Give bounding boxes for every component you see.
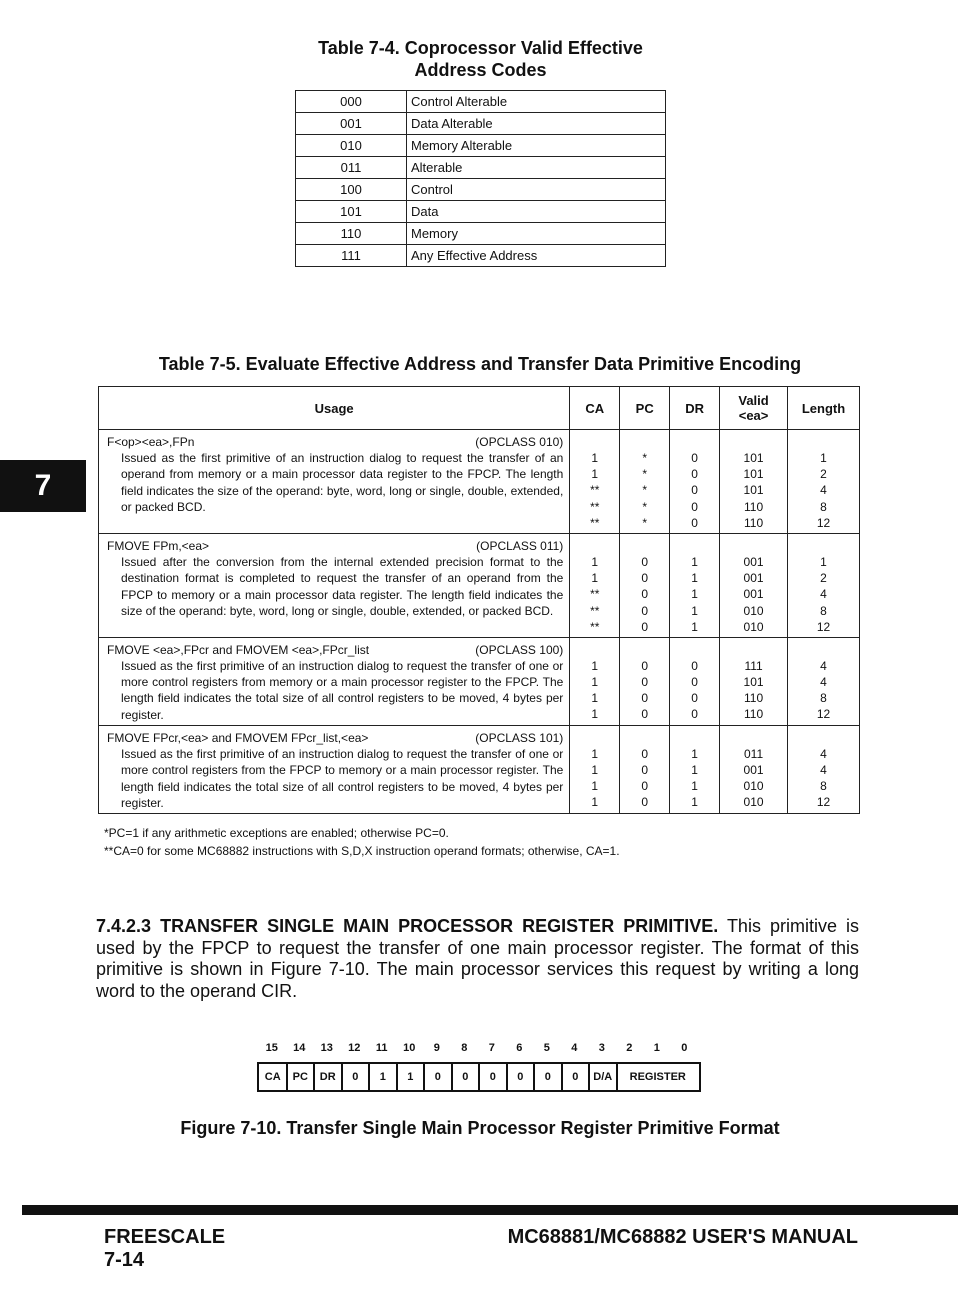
valid-values bbox=[720, 725, 788, 813]
footer-left bbox=[104, 1226, 225, 1272]
ca-values bbox=[570, 725, 620, 813]
ea-description: Memory Alterable bbox=[407, 135, 666, 157]
ea-code: 100 bbox=[296, 179, 407, 201]
header-length: Length bbox=[788, 387, 860, 430]
ca-value: ** bbox=[590, 499, 600, 514]
length-value: 8 bbox=[820, 779, 827, 794]
bit-number: 15 bbox=[265, 1042, 278, 1054]
ca-value: 1 bbox=[591, 571, 599, 586]
instruction-syntax: FMOVE <ea>,FPcr and FMOVEM <ea>,FPcr_list bbox=[107, 642, 370, 657]
dr-value: 1 bbox=[691, 746, 698, 761]
usage-cell bbox=[99, 430, 570, 534]
dr-value: 0 bbox=[691, 499, 698, 514]
section-body: This primitive is used by the FPCP to request the transfer of one main processor register. The format of this primitive is shown in Figure 7-10. The main processor services this request by writing a long word to the operand CIR. bbox=[96, 916, 859, 1001]
usage-description: Issued as the first primitive of an instruction dialog to request the transfer of an operand from memory or a main processor data register to the FPCP. The length field indicates the size of the operand: byte, word, long or single, double, extended, or packed BCD. bbox=[121, 451, 564, 514]
pc-value: * bbox=[642, 451, 648, 465]
pc-values bbox=[620, 533, 670, 637]
valid-value: 001 bbox=[743, 763, 764, 778]
length-value: 2 bbox=[820, 571, 827, 586]
valid-value: 101 bbox=[743, 467, 764, 482]
dr-values bbox=[670, 533, 720, 637]
table-row bbox=[296, 201, 666, 223]
valid-values bbox=[720, 533, 788, 637]
primitive-group-row bbox=[99, 725, 860, 813]
table-row bbox=[296, 223, 666, 245]
pc-value: * bbox=[642, 483, 648, 498]
register-field: 1 bbox=[379, 1071, 386, 1083]
dr-value: 0 bbox=[691, 451, 698, 465]
ea-code: 111 bbox=[296, 245, 407, 267]
bit-number: 14 bbox=[293, 1042, 306, 1054]
header-ca: CA bbox=[570, 387, 620, 430]
ca-value: 1 bbox=[591, 554, 599, 569]
ca-values bbox=[570, 637, 620, 725]
ca-value: 1 bbox=[591, 467, 599, 482]
pc-value: 0 bbox=[641, 619, 649, 634]
ca-value: ** bbox=[590, 483, 600, 498]
usage-description: Issued after the conversion from the internal extended precision format to the destination format is completed to request the transfer of an operand from the FPCP to memory or a main processor data register. The length field indicates the size of the operand: byte, word, long or single, double, extended, or packed BCD. bbox=[121, 555, 564, 618]
pc-value: 0 bbox=[641, 795, 649, 810]
figure-7-10-caption: Figure 7-10. Transfer Single Main Processor Register Primitive Format bbox=[180, 1118, 780, 1138]
valid-value: 110 bbox=[743, 691, 764, 706]
table-row bbox=[296, 113, 666, 135]
primitive-group-row bbox=[99, 637, 860, 725]
ca-value: 1 bbox=[591, 707, 599, 722]
chapter-tab: 7 bbox=[0, 460, 86, 512]
section-paragraph bbox=[96, 916, 859, 1002]
table-7-4-caption bbox=[295, 37, 666, 81]
ca-value: 1 bbox=[591, 763, 599, 778]
table-row bbox=[296, 91, 666, 113]
ca-value: ** bbox=[590, 587, 600, 602]
dr-value: 1 bbox=[691, 571, 698, 586]
pc-values bbox=[620, 725, 670, 813]
ca-value: 1 bbox=[591, 691, 599, 706]
pc-value: 0 bbox=[641, 554, 649, 569]
dr-value: 1 bbox=[691, 587, 698, 602]
pc-value: 0 bbox=[641, 691, 649, 706]
header-pc: PC bbox=[620, 387, 670, 430]
bit-number: 5 bbox=[543, 1042, 550, 1054]
ea-description: Control bbox=[407, 179, 666, 201]
table-row bbox=[296, 245, 666, 267]
ea-description: Memory bbox=[407, 223, 666, 245]
usage-heading bbox=[107, 434, 563, 450]
length-value: 4 bbox=[820, 746, 827, 761]
register-field: 0 bbox=[572, 1071, 579, 1083]
dr-value: 1 bbox=[691, 554, 698, 569]
ca-value: 1 bbox=[591, 779, 599, 794]
pc-value: 0 bbox=[641, 571, 649, 586]
valid-value: 010 bbox=[743, 795, 764, 810]
valid-value: 110 bbox=[743, 499, 764, 514]
ca-values bbox=[570, 533, 620, 637]
pc-value: 0 bbox=[641, 779, 649, 794]
ca-value: 1 bbox=[591, 746, 599, 761]
valid-value: 111 bbox=[744, 658, 763, 673]
dr-value: 0 bbox=[691, 707, 698, 722]
length-value: 4 bbox=[820, 763, 827, 778]
dr-value: 0 bbox=[691, 515, 698, 530]
register-field: 0 bbox=[462, 1071, 469, 1083]
valid-value: 001 bbox=[743, 587, 764, 602]
ea-code: 010 bbox=[296, 135, 407, 157]
valid-values bbox=[720, 430, 788, 534]
usage-cell bbox=[99, 533, 570, 637]
bit-number: 6 bbox=[516, 1042, 523, 1054]
opclass-label: (OPCLASS 011) bbox=[476, 538, 564, 553]
length-value: 1 bbox=[820, 451, 827, 465]
footnote-pc: *PC=1 if any arithmetic exceptions are enabled; otherwise PC=0. bbox=[104, 826, 449, 840]
register-field: 1 bbox=[407, 1071, 414, 1083]
length-values bbox=[788, 725, 860, 813]
bit-number: 9 bbox=[433, 1042, 440, 1054]
ea-description: Alterable bbox=[407, 157, 666, 179]
bit-number: 0 bbox=[681, 1042, 688, 1054]
bit-number: 10 bbox=[403, 1042, 416, 1054]
dr-values bbox=[670, 725, 720, 813]
bit-number-row bbox=[258, 1042, 698, 1058]
header-dr: DR bbox=[670, 387, 720, 430]
table-7-5 bbox=[98, 386, 860, 814]
bit-number: 8 bbox=[461, 1042, 468, 1054]
table-row bbox=[296, 179, 666, 201]
ea-code: 110 bbox=[296, 223, 407, 245]
dr-value: 0 bbox=[691, 675, 698, 690]
length-value: 4 bbox=[820, 483, 827, 498]
usage-heading bbox=[107, 538, 563, 554]
register-field: 0 bbox=[352, 1071, 359, 1083]
valid-value: 010 bbox=[743, 779, 764, 794]
length-value: 8 bbox=[820, 603, 827, 618]
dr-value: 1 bbox=[691, 795, 698, 810]
table-7-5-header-row bbox=[99, 387, 860, 430]
register-field: 0 bbox=[434, 1071, 441, 1083]
length-value: 12 bbox=[816, 515, 831, 530]
ca-value: ** bbox=[590, 603, 600, 618]
ea-code: 011 bbox=[296, 157, 407, 179]
bit-number: 1 bbox=[653, 1042, 660, 1054]
footer-page-number: 7-14 bbox=[104, 1249, 145, 1271]
valid-value: 101 bbox=[743, 675, 764, 690]
dr-value: 1 bbox=[691, 779, 698, 794]
footer-manual-title: MC68881/MC68882 USER'S MANUAL bbox=[507, 1226, 858, 1248]
ea-code: 000 bbox=[296, 91, 407, 113]
dr-value: 0 bbox=[691, 691, 698, 706]
pc-value: 0 bbox=[641, 603, 649, 618]
valid-value: 110 bbox=[743, 707, 764, 722]
length-values bbox=[788, 430, 860, 534]
bit-number: 3 bbox=[598, 1042, 605, 1054]
usage-description: Issued as the first primitive of an instruction dialog to request the transfer of one or more control registers from memory or a main processor register to the FPCP. The length field indicates the total size of all control registers to be moved, 4 bytes per register. bbox=[121, 659, 564, 722]
header-usage: Usage bbox=[99, 387, 570, 430]
valid-value: 001 bbox=[743, 554, 764, 569]
pc-value: 0 bbox=[641, 763, 649, 778]
ea-description: Data Alterable bbox=[407, 113, 666, 135]
dr-value: 0 bbox=[691, 467, 698, 482]
ea-description: Control Alterable bbox=[407, 91, 666, 113]
bit-number: 13 bbox=[320, 1042, 333, 1054]
length-value: 1 bbox=[820, 554, 827, 569]
ca-value: 1 bbox=[591, 658, 599, 673]
pc-value: 0 bbox=[641, 707, 649, 722]
ca-value: ** bbox=[590, 515, 600, 530]
bit-number: 12 bbox=[348, 1042, 361, 1054]
length-value: 8 bbox=[820, 691, 827, 706]
instruction-syntax: FMOVE FPm,<ea> bbox=[107, 538, 210, 553]
ea-code: 001 bbox=[296, 113, 407, 135]
length-value: 12 bbox=[816, 619, 831, 634]
table-row bbox=[296, 157, 666, 179]
valid-value: 110 bbox=[743, 515, 764, 530]
length-value: 2 bbox=[820, 467, 827, 482]
pc-values bbox=[620, 637, 670, 725]
usage-description: Issued as the first primitive of an instruction dialog to request the transfer of one or more control registers from the FPCP to memory or a main processor register. The length field indicates the total size of all control registers to be moved, 4 bytes per register. bbox=[121, 747, 564, 810]
bit-number: 11 bbox=[375, 1042, 388, 1054]
valid-value: 011 bbox=[743, 746, 764, 761]
usage-cell bbox=[99, 637, 570, 725]
table-7-4-title-line1: Table 7-4. Coprocessor Valid Effective bbox=[318, 38, 643, 58]
usage-cell bbox=[99, 725, 570, 813]
ca-value: 1 bbox=[591, 451, 599, 465]
ca-value: 1 bbox=[591, 795, 599, 810]
dr-value: 0 bbox=[691, 483, 698, 498]
table-row bbox=[296, 135, 666, 157]
primitive-group-row bbox=[99, 430, 860, 534]
ca-value: ** bbox=[590, 619, 600, 634]
valid-value: 010 bbox=[743, 603, 764, 618]
usage-heading bbox=[107, 730, 563, 746]
valid-value: 010 bbox=[743, 619, 764, 634]
bit-number: 2 bbox=[626, 1042, 633, 1054]
dr-values bbox=[670, 637, 720, 725]
length-value: 12 bbox=[816, 795, 831, 810]
instruction-syntax: F<op><ea>,FPn bbox=[107, 435, 195, 449]
dr-value: 1 bbox=[691, 619, 698, 634]
length-value: 12 bbox=[816, 707, 831, 722]
dr-value: 0 bbox=[691, 658, 698, 673]
footnote-ca: **CA=0 for some MC68882 instructions with S,D,X instruction operand formats; otherwise, CA=1. bbox=[104, 844, 620, 858]
dr-value: 1 bbox=[691, 603, 698, 618]
opclass-label: (OPCLASS 100) bbox=[475, 642, 564, 657]
register-field: 0 bbox=[517, 1071, 524, 1083]
length-value: 4 bbox=[820, 658, 827, 673]
valid-value: 001 bbox=[743, 571, 764, 586]
register-field: REGISTER bbox=[629, 1071, 686, 1083]
valid-value: 101 bbox=[743, 451, 764, 465]
usage-heading bbox=[107, 642, 563, 658]
register-field: D/A bbox=[593, 1071, 613, 1083]
register-format-box bbox=[257, 1062, 701, 1092]
dr-values bbox=[670, 430, 720, 534]
register-field: DR bbox=[319, 1071, 336, 1083]
ea-description: Any Effective Address bbox=[407, 245, 666, 267]
pc-value: * bbox=[642, 467, 648, 482]
register-field: 0 bbox=[544, 1071, 551, 1083]
length-values bbox=[788, 533, 860, 637]
pc-values bbox=[620, 430, 670, 534]
valid-value: 101 bbox=[743, 483, 764, 498]
length-value: 4 bbox=[820, 587, 827, 602]
table-7-4 bbox=[295, 90, 666, 267]
ea-code: 101 bbox=[296, 201, 407, 223]
footer-rule bbox=[22, 1205, 958, 1215]
length-value: 8 bbox=[820, 499, 827, 514]
length-values bbox=[788, 637, 860, 725]
ca-value: 1 bbox=[591, 675, 599, 690]
pc-value: 0 bbox=[641, 587, 649, 602]
section-heading: 7.4.2.3 TRANSFER SINGLE MAIN PROCESSOR REGISTER PRIMITIVE. bbox=[96, 916, 719, 936]
register-field: 0 bbox=[489, 1071, 496, 1083]
pc-value: 0 bbox=[641, 746, 649, 761]
pc-value: 0 bbox=[641, 675, 649, 690]
pc-value: * bbox=[642, 499, 648, 514]
pc-value: * bbox=[642, 515, 648, 530]
valid-values bbox=[720, 637, 788, 725]
pc-value: 0 bbox=[641, 658, 649, 673]
footer-brand: FREESCALE bbox=[104, 1226, 226, 1248]
instruction-syntax: FMOVE FPcr,<ea> and FMOVEM FPcr_list,<ea> bbox=[107, 730, 369, 745]
opclass-label: (OPCLASS 101) bbox=[475, 730, 564, 745]
table-7-4-title-line2: Address Codes bbox=[414, 60, 547, 80]
table-7-5-title: Table 7-5. Evaluate Effective Address and Transfer Data Primitive Encoding bbox=[158, 354, 802, 374]
ea-description: Data bbox=[407, 201, 666, 223]
register-field: CA bbox=[264, 1071, 281, 1083]
register-field: PC bbox=[292, 1071, 308, 1083]
primitive-group-row bbox=[99, 533, 860, 637]
dr-value: 1 bbox=[691, 763, 698, 778]
length-value: 4 bbox=[820, 675, 827, 690]
opclass-label: (OPCLASS 010) bbox=[475, 435, 564, 449]
header-valid-ea: Valid <ea> bbox=[720, 387, 788, 430]
ca-values bbox=[570, 430, 620, 534]
bit-number: 7 bbox=[488, 1042, 495, 1054]
bit-number: 4 bbox=[571, 1042, 578, 1054]
